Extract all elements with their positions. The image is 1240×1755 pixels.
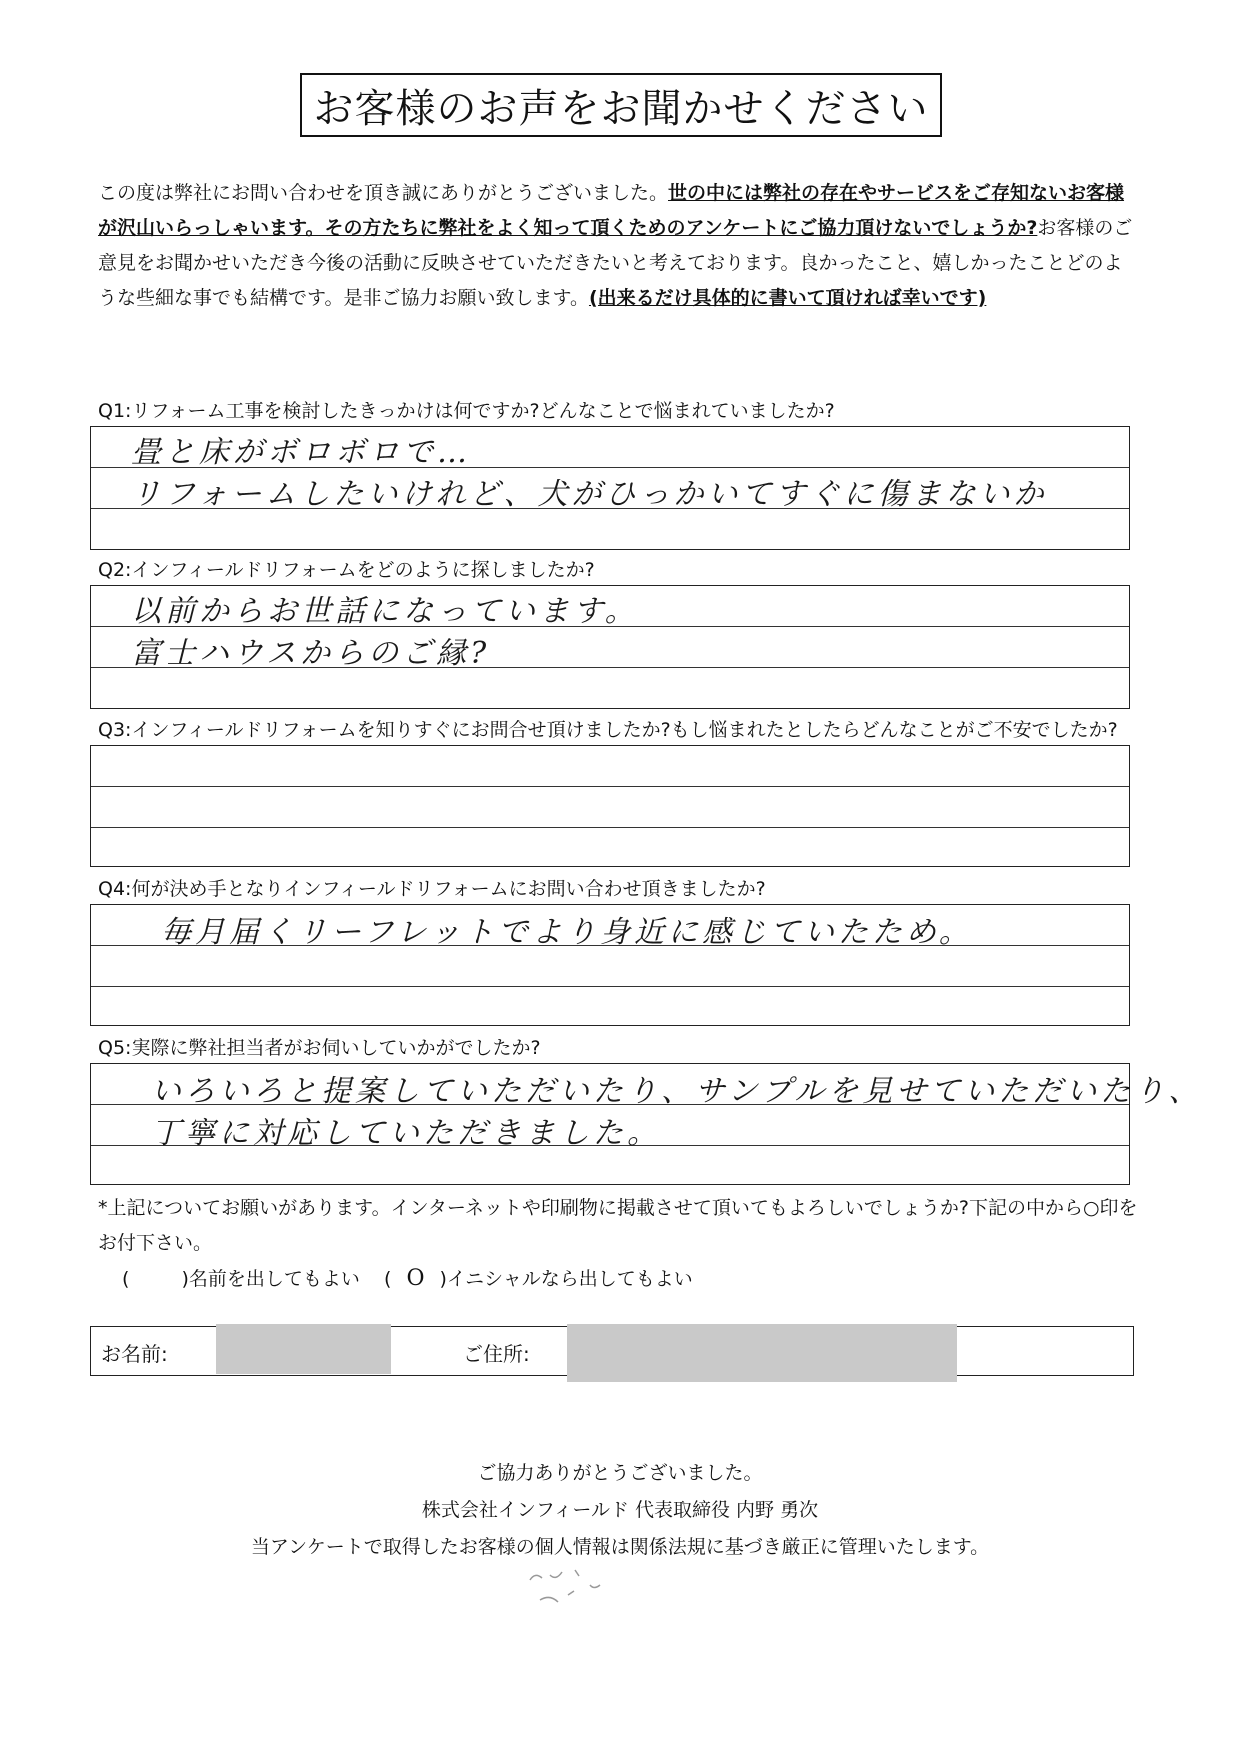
intro-part2: 世の中には弊社の存在やサービスをご存知ないお客様が沢山いらっしゃいます。その方たちに弊社をよく知って頂くためのアンケートにご協力頂けないでしょうか?: [98, 182, 1125, 239]
q1-answer-line1: 畳と床がボロボロで…: [131, 435, 471, 470]
q2-answer-box[interactable]: [90, 585, 1130, 709]
name-label: お名前:: [101, 1342, 168, 1366]
q1-answer-box[interactable]: [90, 426, 1130, 550]
footer-company: 株式会社インフィールド 代表取締役 内野 勇次: [421, 1499, 819, 1521]
q1-answer-line2: リフォームしたいけれど、犬がひっかいてすぐに傷まないか: [131, 477, 1048, 512]
footer-thanks: ご協力ありがとうございました。: [477, 1462, 763, 1484]
q5-answer-line2: 丁寧に対応していただきました。: [151, 1116, 661, 1151]
q5-label: Q5:実際に弊社担当者がお伺いしていかがでしたか?: [98, 1037, 541, 1059]
name-address-row: [90, 1326, 1134, 1376]
choice-initials-label: )イニシャルなら出してもよい: [439, 1268, 693, 1290]
choice-name-ok[interactable]: [122, 1264, 360, 1291]
intro-paragraph: [98, 176, 1138, 316]
address-label: ご住所:: [463, 1342, 530, 1366]
address-redacted-field: [567, 1324, 957, 1382]
scan-speck-mark: [520, 1560, 630, 1620]
request-line1: *上記についてお願いがあります。インターネットや印刷物に掲載させて頂いてもよろしいでしょうか?下記の中から○印を: [98, 1197, 1138, 1219]
q5-answer-line1: いろいろと提案していただいたり、サンプルを見せていただいたり、: [151, 1074, 1203, 1109]
intro-part3: お客様のご意見をお聞かせいただき今後の活動に反映させていただきたいと考えております。良かったこと、嬉しかったことどのような些細な事でも結構です。是非ご協力お願い致します。: [98, 217, 1133, 309]
q4-answer-line1: 毎月届くリーフレットでより身近に感じていたため。: [161, 915, 973, 950]
q1-label: Q1:リフォーム工事を検討したきっかけは何ですか?どんなことで悩まれていましたか?: [98, 400, 835, 422]
q2-answer-line1: 以前からお世話になっています。: [131, 594, 639, 629]
choice-initials-ok[interactable]: [384, 1264, 693, 1291]
name-redacted-field: [216, 1324, 391, 1374]
intro-part1: この度は弊社にお問い合わせを頂き誠にありがとうございました。: [98, 182, 669, 204]
q3-answer-box[interactable]: [90, 745, 1130, 867]
q2-label: Q2:インフィールドリフォームをどのように探しましたか?: [98, 559, 595, 581]
choice-initials-open-paren: (: [384, 1268, 392, 1290]
request-line2: お付下さい。: [98, 1232, 213, 1254]
q5-answer-box[interactable]: [90, 1063, 1203, 1185]
q4-label: Q4:何が決め手となりインフィールドリフォームにお問い合わせ頂きましたか?: [98, 878, 766, 900]
q3-label: Q3:インフィールドリフォームを知りすぐにお問合せ頂けましたか?もし悩まれたとしたらどんなことがご不安でしたか?: [98, 719, 1118, 741]
choice-name-open-paren: (: [122, 1268, 130, 1290]
q2-answer-line2: 富士ハウスからのご縁?: [131, 636, 491, 671]
page-title-text: お客様のお声をお聞かせください: [313, 85, 929, 132]
page-title: [300, 73, 942, 137]
footer-privacy: 当アンケートで取得したお客様の個人情報は関係法規に基づき厳正に管理いたします。: [250, 1536, 990, 1558]
choice-name-label: )名前を出してもよい: [181, 1268, 360, 1290]
choice-initials-mark: O: [406, 1266, 425, 1291]
q4-answer-box[interactable]: [90, 904, 1130, 1026]
intro-part4: (出来るだけ具体的に書いて頂ければ幸いです): [588, 287, 987, 309]
